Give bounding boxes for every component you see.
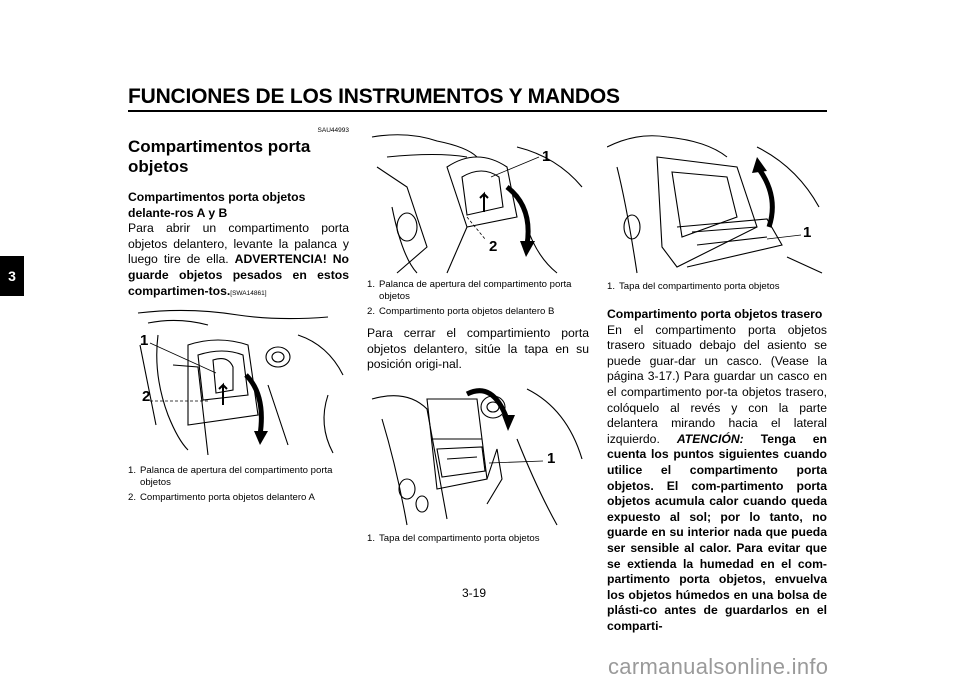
caption-item <box>367 306 589 318</box>
column-3 <box>607 127 827 634</box>
caption-item <box>128 465 349 489</box>
warning-text: ADVERTENCIA! No guarde objetos pesados en estos compartimen-tos. <box>128 252 350 298</box>
callout-2: 2 <box>142 388 151 406</box>
figure-caption <box>367 279 589 318</box>
figure-rear-compartment <box>607 127 829 275</box>
paragraph-text: En el compartimento porta objetos trasero situado debajo del asiento se puede guar-dar un casco. (Vease la página 3-17.) Para guardar un casco en el compartimento por-ta objetos trasero, colóquelo al revés y con la parte delantera mirando hacia el lateral izquierdo. <box>607 322 827 446</box>
section-code: SAU44993 <box>317 127 349 134</box>
caption-number: 1. <box>607 281 616 292</box>
caption-number: 1. <box>367 532 376 544</box>
caption-text: Tapa del compartimento porta objetos <box>379 532 540 544</box>
caption-item <box>367 279 589 303</box>
caption-item <box>128 492 349 504</box>
chapter-tab: 3 <box>0 256 24 296</box>
caption-text: Compartimento porta objetos delantero A <box>140 492 315 504</box>
figure-caption <box>367 533 589 545</box>
illustration <box>607 127 827 275</box>
section-title: Compartimentos porta objetos <box>128 137 311 176</box>
callout-2: 2 <box>489 238 498 255</box>
column-1 <box>128 127 349 504</box>
caption-text: Palanca de apertura del compartimento porta objetos <box>379 279 572 302</box>
header-rule <box>128 110 827 112</box>
paragraph <box>607 323 827 635</box>
caption-text: Palanca de apertura del compartimento porta objetos <box>140 465 333 489</box>
caption-number: 1. <box>128 465 137 477</box>
figure-caption <box>128 465 349 504</box>
page-title: FUNCIONES DE LOS INSTRUMENTOS Y MANDOS <box>128 85 620 108</box>
subsection-title: Compartimento porta objetos trasero <box>607 307 823 321</box>
watermark: carmanualsonline.info <box>608 654 829 679</box>
callout-1: 1 <box>140 332 149 350</box>
figure-compartment-lid <box>367 379 589 527</box>
caution-label: ATENCIÓN: <box>676 431 744 446</box>
figure-front-compartment-b <box>367 127 589 275</box>
subsection-title: Compartimentos porta objetos delante-ros A y B <box>128 190 306 220</box>
callout-1: 1 <box>803 224 812 241</box>
caption-number: 2. <box>367 306 376 317</box>
page-number: 3-19 <box>462 586 487 600</box>
paragraph: Para cerrar el compartimiento porta objetos delantero, sitúe la tapa en su posición origi-nal. <box>367 326 589 372</box>
figure-caption <box>607 281 827 293</box>
illustration <box>128 305 350 455</box>
caption-text: Compartimento porta objetos delantero B <box>379 306 555 317</box>
illustration <box>367 127 589 275</box>
callout-1: 1 <box>547 449 556 467</box>
figure-front-compartment-a <box>128 305 350 455</box>
caption-item <box>607 281 827 293</box>
warning-code: [SWA14861] <box>230 289 267 297</box>
caption-item <box>367 533 589 545</box>
column-2 <box>367 127 589 545</box>
paragraph-text: Para abrir un compartimento porta objetos delantero, levante la palanca y luego tire de ella. <box>128 221 349 267</box>
caption-number: 2. <box>128 492 137 504</box>
caution-text: Tenga en cuenta los puntos siguientes cuando utilice el compartimento porta objetos. El com-partimento porta objetos acumula calor cuando queda expuesto al sol; por lo tanto, no guarde en su interior nada que pueda ser sensible al calor. Para evitar que se extienda la humedad en el com-partimento porta objetos, envuelva los objetos húmedos en una bolsa de plásti-co antes de guardarlos en el comparti- <box>607 431 827 633</box>
illustration <box>367 379 589 527</box>
paragraph <box>128 221 349 301</box>
caption-text: Tapa del compartimento porta objetos <box>619 281 780 292</box>
callout-1: 1 <box>542 148 551 165</box>
caption-number: 1. <box>367 279 376 290</box>
